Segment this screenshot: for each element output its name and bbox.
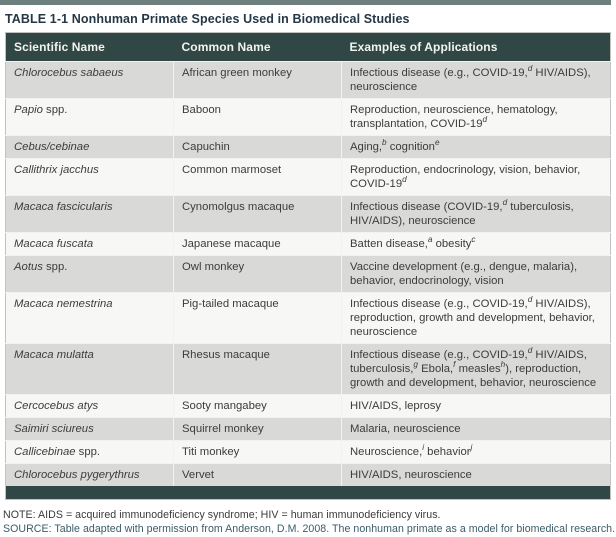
cell-applications: Aging,$^b$ cognition$^e$	[342, 136, 611, 159]
table-row	[6, 99, 611, 136]
cell-scientific-name: Aotus spp.	[6, 256, 174, 293]
cell-common-name: Japanese macaque	[174, 233, 342, 256]
cell-common-name: Capuchin	[174, 136, 342, 159]
cell-scientific-name: Macaca fuscata	[6, 233, 174, 256]
cell-common-name: Owl monkey	[174, 256, 342, 293]
table-row	[6, 256, 611, 293]
footnote-marker: g	[413, 360, 418, 370]
table-row	[6, 464, 611, 487]
table-row	[6, 441, 611, 464]
cell-applications: HIV/AIDS, leprosy	[342, 395, 611, 418]
top-accent-bar	[0, 0, 611, 5]
table-row	[6, 196, 611, 233]
table-row	[6, 418, 611, 441]
col-header-common-name: Common Name	[174, 33, 342, 62]
table-caption: Nonhuman Primate Species Used in Biomedical Studies	[71, 12, 410, 26]
cell-common-name: Common marmoset	[174, 159, 342, 196]
table-row	[6, 136, 611, 159]
table-body	[6, 62, 611, 487]
cell-scientific-name: Chlorocebus sabaeus	[6, 62, 174, 99]
col-header-applications: Examples of Applications	[342, 33, 611, 62]
cell-scientific-name: Saimiri sciureus	[6, 418, 174, 441]
cell-common-name: Vervet	[174, 464, 342, 487]
footnote-marker: i	[422, 443, 425, 453]
cell-applications: Infectious disease (e.g., COVID-19,$^d$ HIV/AIDS, tuberculosis,$^g$ Ebola,$^f$ measles$^h$), reproduction, growth and development, behavior, neuroscience	[342, 344, 611, 395]
cell-common-name: Cynomolgus macaque	[174, 196, 342, 233]
cell-applications: Batten disease,$^a$ obesity$^c$	[342, 233, 611, 256]
footnote-marker: d	[527, 64, 533, 74]
footnote-marker: d	[527, 295, 533, 305]
note-line: NOTE: AIDS = acquired immunodeficiency syndrome; HIV = human immunodeficiency virus.	[3, 509, 441, 521]
cell-scientific-name: Macaca fascicularis	[6, 196, 174, 233]
primate-species-table	[5, 32, 611, 500]
cell-common-name: Baboon	[174, 99, 342, 136]
table-footer	[6, 486, 611, 500]
table-number: TABLE 1-1	[5, 12, 69, 26]
cell-common-name: Squirrel monkey	[174, 418, 342, 441]
table-notes	[3, 509, 616, 537]
cell-applications: Infectious disease (e.g., COVID-19,$^d$ HIV/AIDS), neuroscience	[342, 62, 611, 99]
cell-common-name: Titi monkey	[174, 441, 342, 464]
cell-scientific-name: Macaca mulatta	[6, 344, 174, 395]
table-row	[6, 62, 611, 99]
cell-applications: Malaria, neuroscience	[342, 418, 611, 441]
cell-common-name: Sooty mangabey	[174, 395, 342, 418]
cell-applications: Vaccine development (e.g., dengue, malaria), behavior, endocrinology, vision	[342, 256, 611, 293]
cell-applications: Reproduction, endocrinology, vision, behavior, COVID-19$^d$	[342, 159, 611, 196]
footnote-marker: b	[382, 138, 387, 148]
footnote-marker: d	[527, 346, 533, 356]
footnote-marker: e	[434, 138, 440, 148]
footnote-marker: a	[427, 235, 433, 245]
cell-scientific-name: Callicebinae spp.	[6, 441, 174, 464]
cell-scientific-name: Callithrix jacchus	[6, 159, 174, 196]
cell-scientific-name: Papio spp.	[6, 99, 174, 136]
table-title	[5, 12, 616, 26]
cell-applications: Reproduction, neuroscience, hematology, transplantation, COVID-19$^d$	[342, 99, 611, 136]
table-footer-band	[6, 486, 611, 500]
footnote-marker: c	[471, 235, 476, 245]
cell-scientific-name: Cebus/cebinae	[6, 136, 174, 159]
footnote-marker: f	[453, 360, 456, 370]
table-row	[6, 233, 611, 256]
cell-scientific-name: Macaca nemestrina	[6, 293, 174, 344]
source-line: SOURCE: Table adapted with permission from Anderson, D.M. 2008. The nonhuman primate as a model for biomedical research.	[3, 522, 616, 535]
table-row	[6, 293, 611, 344]
cell-common-name: Pig-tailed macaque	[174, 293, 342, 344]
footnote-marker: h	[500, 360, 506, 370]
footnote-marker: d	[482, 115, 488, 125]
footnote-marker: d	[402, 175, 407, 185]
col-header-scientific-name: Scientific Name	[6, 33, 174, 62]
cell-scientific-name: Chlorocebus pygerythrus	[6, 464, 174, 487]
cell-common-name: African green monkey	[174, 62, 342, 99]
table-header-row	[6, 33, 611, 62]
footnote-marker: j	[470, 443, 473, 453]
table-row	[6, 395, 611, 418]
cell-applications: HIV/AIDS, neuroscience	[342, 464, 611, 487]
footnote-marker: d	[502, 198, 508, 208]
table-row	[6, 159, 611, 196]
cell-applications: Infectious disease (COVID-19,$^d$ tuberculosis, HIV/AIDS), neuroscience	[342, 196, 611, 233]
cell-scientific-name: Cercocebus atys	[6, 395, 174, 418]
table-row	[6, 344, 611, 395]
cell-applications: Neuroscience,$^i$ behavior$^j$	[342, 441, 611, 464]
cell-applications: Infectious disease (e.g., COVID-19,$^d$ HIV/AIDS), reproduction, growth and development, behavior, neuroscience	[342, 293, 611, 344]
cell-common-name: Rhesus macaque	[174, 344, 342, 395]
